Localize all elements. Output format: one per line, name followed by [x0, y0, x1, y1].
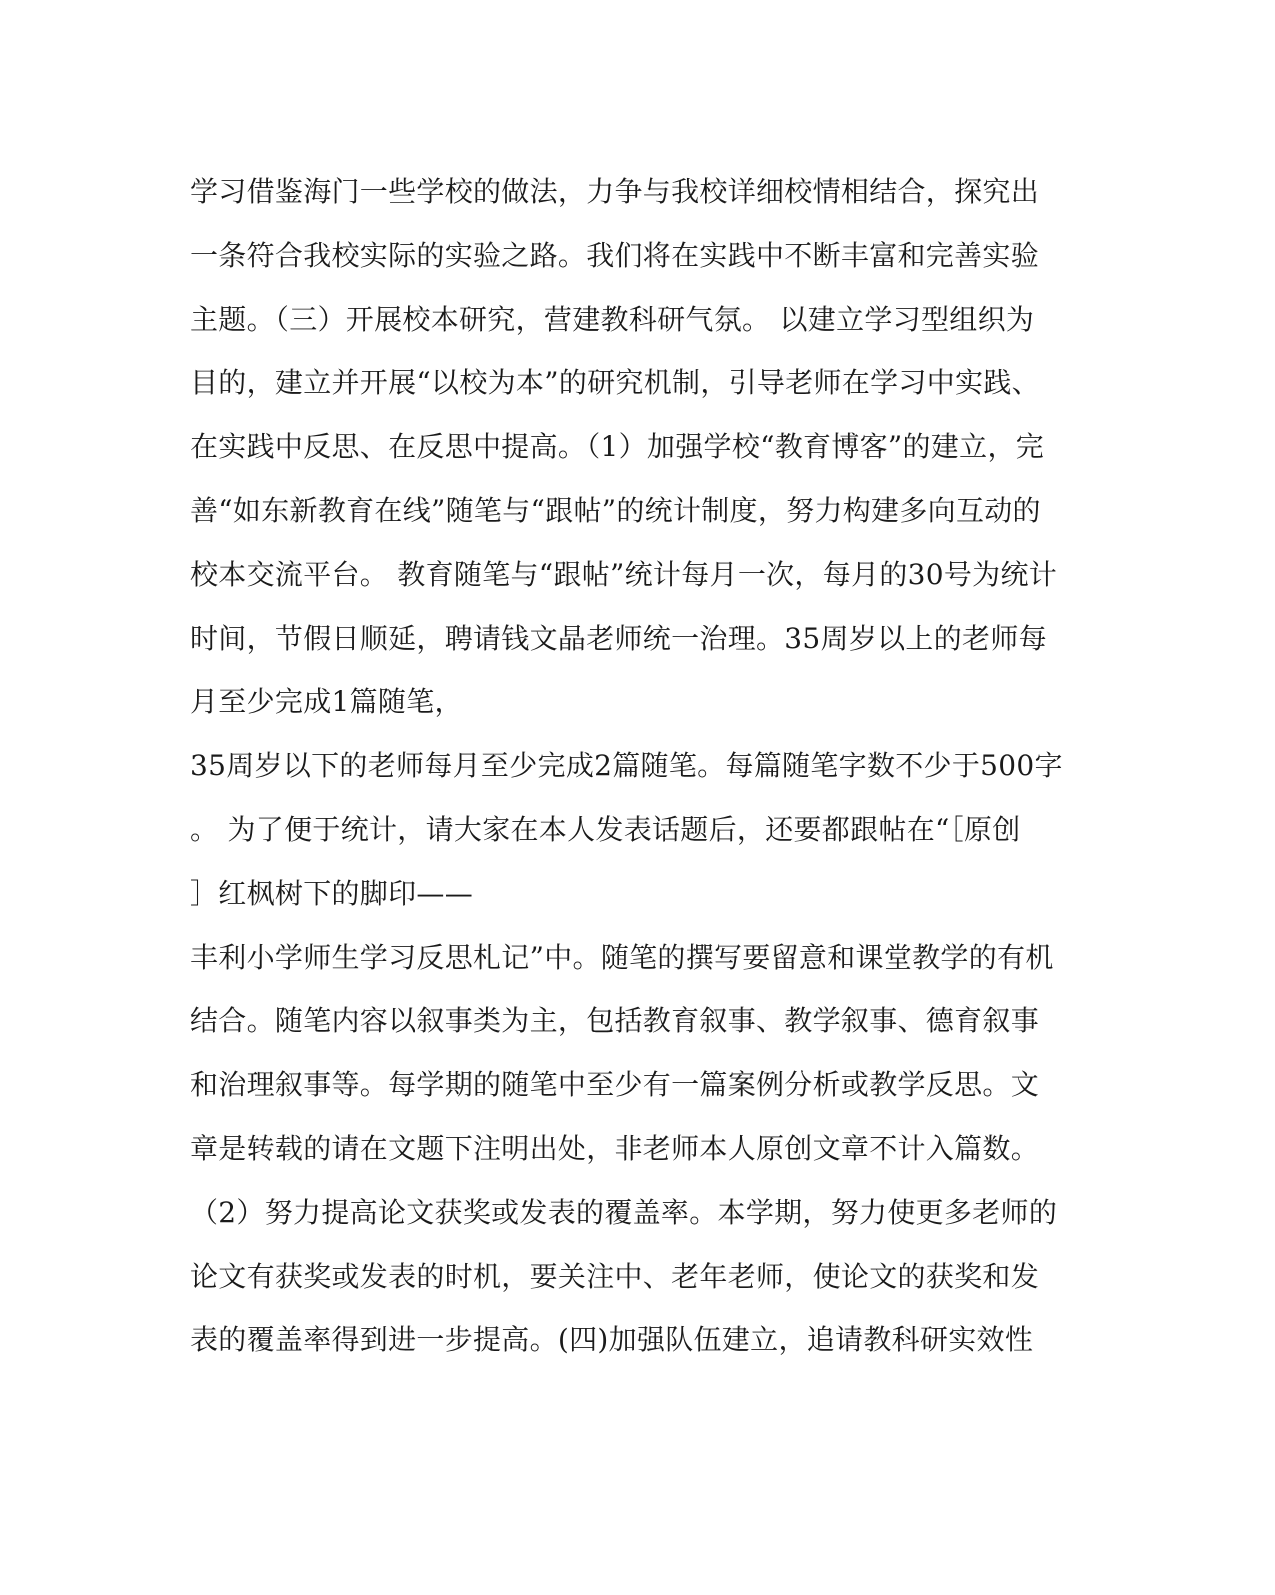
text-line-6: 善“如东新教育在线”随笔与“跟帖”的统计制度，努力构建多向互动的	[190, 493, 1041, 527]
text-line-3: 主题。（三）开展校本研究，营建教科研气氛。 以建立学习型组织为	[190, 302, 1035, 336]
text-line-18: 论文有获奖或发表的时机，要关注中、老年老师，使论文的获奖和发	[190, 1259, 1040, 1293]
text-line-15: 和治理叙事等。每学期的随笔中至少有一篇案例分析或教学反思。文	[190, 1068, 1040, 1102]
text-line-4: 目的，建立并开展“以校为本”的研究机制，引导老师在学习中实践、	[190, 366, 1040, 400]
text-line-11: 。 为了便于统计，请大家在本人发表话题后，还要都跟帖在“［原创	[190, 812, 1021, 846]
text-line-9: 月至少完成1篇随笔，	[190, 685, 463, 719]
text-line-14: 结合。随笔内容以叙事类为主，包括教育叙事、教学叙事、德育叙事	[190, 1004, 1040, 1038]
text-line-13: 丰利小学师生学习反思札记”中。随笔的撰写要留意和课堂教学的有机	[190, 940, 1054, 974]
text-line-5: 在实践中反思、在反思中提高。（1）加强学校“教育博客”的建立，完	[190, 430, 1045, 464]
text-line-2: 一条符合我校实际的实验之路。我们将在实践中不断丰富和完善实验	[190, 238, 1040, 272]
text-line-1: 学习借鉴海门一些学校的做法，力争与我校详细校情相结合，探究出	[190, 175, 1040, 208]
text-line-8: 时间，节假日顺延，聘请钱文晶老师统一治理。35周岁以上的老师每	[190, 621, 1047, 655]
text-line-12: ］红枫树下的脚印——	[190, 876, 474, 910]
text-line-16: 章是转载的请在文题下注明出处，非老师本人原创文章不计入篇数。	[190, 1131, 1040, 1165]
text-line-10: 35周岁以下的老师每月至少完成2篇随笔。每篇随笔字数不少于500字	[190, 749, 1063, 783]
text-line-19: 表的覆盖率得到进一步提高。(四)加强队伍建立，追请教科研实效性	[190, 1323, 1034, 1357]
body-text	[190, 160, 1090, 1372]
text-line-7: 校本交流平台。 教育随笔与“跟帖”统计每月一次，每月的30号为统计	[190, 557, 1058, 591]
text-line-17: （2）努力提高论文获奖或发表的覆盖率。本学期，努力使更多老师的	[190, 1195, 1058, 1229]
